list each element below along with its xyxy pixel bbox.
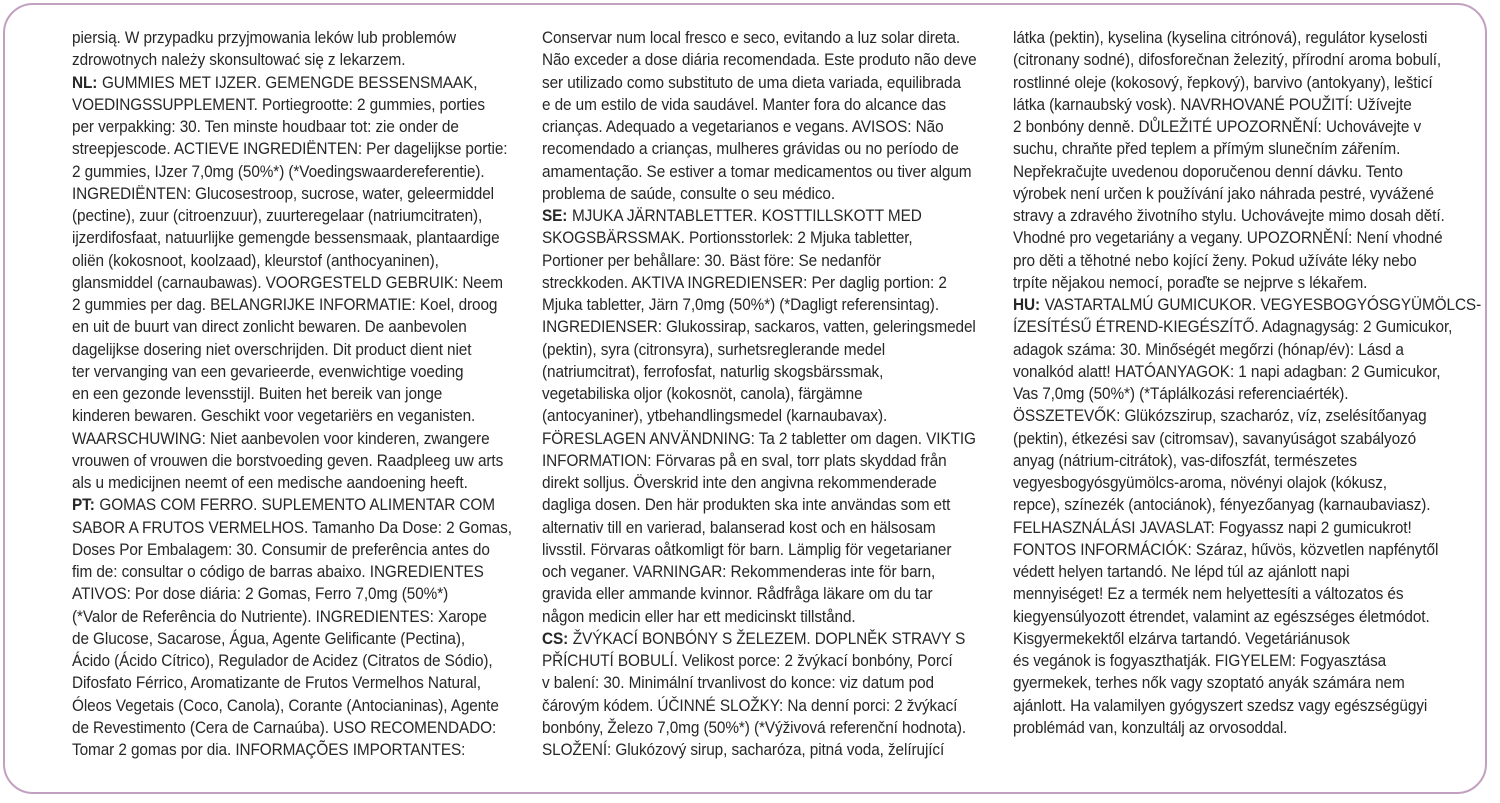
text-line: (pektin), syra (citronsyra), surhetsreglerande medel [542, 340, 886, 359]
text-line: (pectine), zuur (citroenzuur), zuurteregelaar (natriumcitraten), [72, 207, 483, 225]
text-line: (pektin), étkezési sav (citromsav), savanyúságot szabályozó [1013, 429, 1417, 448]
text-line: v balení: 30. Minimální trvanlivost do konce: viz datum pod [542, 674, 934, 693]
language-code-label: HU: [1013, 296, 1040, 314]
text-line: kiegyensúlyozott étrendet, valamint az egészséges életmódot. [1013, 607, 1430, 626]
text-line: adagok száma: 30. Minőségét megőrzi (hónap/év): Lásd a [1013, 340, 1404, 359]
text-line: recomendado a crianças, mulheres grávidas ou no período de [542, 140, 959, 159]
text-line: vrouwen of vrouwen die borstvoeding geven. Raadpleeg uw arts [72, 451, 504, 470]
text-line: INGREDIENSER: Glukossirap, sackaros, vatten, geleringsmedel [542, 318, 976, 337]
text-line: Kisgyermekektől elzárva tartandó. Vegetáriánusok [1013, 629, 1350, 648]
text-line: (*Valor de Referência do Nutriente). INGREDIENTES: Xarope [72, 607, 487, 626]
text-line: streepjescode. ACTIEVE INGREDIËNTEN: Per dagelijkse portie: [72, 140, 508, 159]
text-line: fim de: consultar o código de barras abaixo. INGREDIENTES [72, 563, 484, 581]
text-line: någon medicin eller har ett medicinskt tillstånd. [542, 607, 856, 626]
text-line: anyag (nátrium-citrátok), vas-difoszfát, természetes [1013, 451, 1357, 470]
text-line: Ácido (Ácido Cítrico), Regulador de Acidez (Citratos de Sódio), [72, 652, 493, 670]
text-line: 2 bonbóny denně. DŮLEŽITÉ UPOZORNĚNÍ: Uchovávejte v [1013, 118, 1422, 136]
text-line: suchu, chraňte před teplem a přímým slunečním zářením. [1013, 140, 1401, 159]
text-line: NL: GUMMIES MET IJZER. GEMENGDE BESSENSMAAK, [72, 73, 478, 92]
text-line: vegyesbogyósgyümölcs-aroma, növényi olajok (kókusz, [1013, 474, 1387, 492]
text-line: oliën (kokosnoot, koolzaad), kleurstof (anthocyaninen), [72, 251, 439, 270]
label-column-1 [72, 27, 537, 761]
text-line: čárovým kódem. ÚČINNÉ SLOŽKY: Na denní porci: 2 žvýkací [542, 696, 958, 715]
text-line: stravy a zdravého životního stylu. Uchovávejte mimo dosah dětí. [1013, 207, 1445, 225]
text-line: amamentação. Se estiver a tomar medicamentos ou tiver algum [542, 162, 972, 181]
text-line: dagelijkse dosering niet overschrijden. Dit product dient niet [72, 340, 472, 359]
text-line: Difosfato Férrico, Aromatizante de Frutos Vermelhos Natural, [72, 674, 481, 693]
text-line: Portioner per behållare: 30. Bäst före: Se nedanför [542, 251, 882, 270]
text-line: (antocyaniner), ytbehandlingsmedel (karnaubavax). [542, 407, 888, 426]
text-line: VOEDINGSSUPPLEMENT. Portiegrootte: 2 gummies, porties [72, 95, 485, 114]
text-line: trpíte nějakou nemocí, poraďte se nejprve s lékařem. [1013, 273, 1368, 292]
language-code-label: SE: [542, 207, 568, 225]
text-line: ijzerdifosfaat, natuurlijke gemengde bessensmaak, plantaardige [72, 229, 500, 248]
text-line: 2 gummies per dag. BELANGRIJKE INFORMATIE: Koel, droog [72, 296, 498, 314]
text-line: HU: VASTARTALMÚ GUMICUKOR. VEGYESBOGYÓSGYÜMÖLCS- [1013, 296, 1482, 314]
text-line: zdrowotnych należy skonsultować się z lekarzem. [72, 51, 406, 70]
text-line: gravida eller ammande kvinnor. Rådfråga läkare om du tar [542, 585, 933, 604]
text-line: Vas 7,0mg (50%*) (*Táplálkozási referenciaérték). [1013, 385, 1349, 403]
text-line: problémád van, konzultálj az orvosoddal. [1013, 718, 1288, 737]
text-line: PT: GOMAS COM FERRO. SUPLEMENTO ALIMENTAR COM [72, 496, 495, 515]
language-code-label: CS: [542, 629, 569, 648]
text-line: látka (pektin), kyselina (kyselina citrónová), regulátor kyselosti [1013, 29, 1428, 47]
text-line: CS: ŽVÝKACÍ BONBÓNY S ŽELEZEM. DOPLNĚK STRAVY S [542, 629, 966, 648]
text-line: de Glucose, Sacarose, Água, Agente Gelificante (Pectina), [72, 629, 466, 648]
text-line: SABOR A FRUTOS VERMELHOS. Tamanho Da Dose: 2 Gomas, [72, 518, 512, 537]
text-line: Mjuka tabletter, Järn 7,0mg (50%*) (*Dagligt referensintag). [542, 296, 939, 314]
text-line: WAARSCHUWING: Niet aanbevolen voor kinderen, zwangere [72, 429, 490, 448]
text-line: glansmiddel (carnaubawas). VOORGESTELD GEBRUIK: Neem [72, 273, 503, 292]
text-line: als u medicijnen neemt of een medische aandoening heeft. [72, 474, 468, 492]
text-line: (citronany sodné), difosforečnan železitý, přírodní aroma bobulí, [1013, 51, 1442, 70]
label-column-3 [1013, 27, 1482, 739]
text-line: ser utilizado como substituto de uma dieta variada, equilibrada [542, 73, 961, 92]
text-line: direkt solljus. Överskrid inte den angivna rekommenderade [542, 474, 937, 492]
text-line: ter vervanging van een gevarieerde, evenwichtige voeding [72, 362, 464, 381]
text-line: INGREDIËNTEN: Glucosestroop, sucrose, water, geleermiddel [72, 184, 494, 203]
text-line: Óleos Vegetais (Coco, Canola), Corante (Antocianinas), Agente [72, 696, 499, 715]
text-line: bonbóny, Železo 7,0mg (50%*) (*Výživová referenční hodnota). [542, 718, 967, 737]
text-line: SE: MJUKA JÄRNTABLETTER. KOSTTILLSKOTT MED [542, 207, 922, 225]
label-column-2 [542, 27, 1007, 761]
text-line: látka (karnaubský vosk). NAVRHOVANÉ POUŽITÍ: Užívejte [1013, 95, 1412, 114]
text-line: (natriumcitrat), ferrofosfat, naturlig skogsbärssmak, [542, 362, 884, 381]
text-line: FELHASZNÁLÁSI JAVASLAT: Fogyassz napi 2 gumicukrot! [1013, 518, 1412, 537]
text-line: ÍZESÍTÉSŰ ÉTREND-KIEGÉSZÍTŐ. Adagnagyság: 2 Gumicukor, [1013, 318, 1453, 337]
text-line: védett helyen tartandó. Ne lépd túl az ajánlott napi [1013, 563, 1350, 581]
text-line: ÖSSZETEVŐK: Glükózszirup, szacharóz, víz, zselésítőanyag [1013, 407, 1427, 426]
text-line: per verpakking: 30. Ten minste houdbaar tot: zie onder de [72, 118, 459, 136]
text-line: piersią. W przypadku przyjmowania leków lub problemów [72, 29, 456, 47]
text-line: alternativ till en varierad, balanserad kost och en hälsosam [542, 518, 936, 537]
text-line: e de um estilo de vida saudável. Manter fora do alcance das [542, 95, 946, 114]
text-line: Tomar 2 gomas por dia. INFORMAÇÕES IMPORTANTES: [72, 741, 466, 759]
text-line: FÖRESLAGEN ANVÄNDNING: Ta 2 tabletter om dagen. VIKTIG [542, 429, 976, 448]
text-line: dagliga dosen. Den här produkten ska inte användas som ett [542, 496, 951, 515]
text-line: mennyiséget! Ez a termék nem helyettesíti a változatos és [1013, 585, 1404, 604]
text-line: ATIVOS: Por dose diária: 2 Gomas, Ferro 7,0mg (50%*) [72, 585, 449, 604]
text-line: pro děti a těhotné nebo kojící ženy. Pokud užíváte léky nebo [1013, 251, 1417, 270]
text-line: výrobek není určen k používání jako náhrada pestré, vyvážené [1013, 184, 1434, 203]
text-line: crianças. Adequado a vegetarianos e vegans. AVISOS: Não [542, 118, 944, 136]
text-line: Nepřekračujte uvedenou doporučenou denní dávku. Tento [1013, 162, 1403, 181]
text-line: kinderen bewaren. Geschikt voor vegetariërs en veganisten. [72, 407, 476, 426]
text-line: gyermekek, terhes nők vagy szoptató anyák számára nem [1013, 674, 1405, 693]
language-code-label: NL: [72, 73, 98, 92]
text-line: PŘÍCHUTÍ BOBULÍ. Velikost porce: 2 žvýkací bonbóny, Porcí [542, 652, 953, 670]
text-line: SLOŽENÍ: Glukózový sirup, sacharóza, pitná voda, želírující [542, 741, 945, 759]
text-line: streckkoden. AKTIVA INGREDIENSER: Per daglig portion: 2 [542, 273, 947, 292]
text-line: Conservar num local fresco e seco, evitando a luz solar direta. [542, 29, 961, 47]
text-line: problema de saúde, consulte o seu médico. [542, 184, 836, 203]
language-code-label: PT: [72, 496, 95, 515]
text-line: och veganer. VARNINGAR: Rekommenderas inte för barn, [542, 563, 936, 581]
text-line: FONTOS INFORMÁCIÓK: Száraz, hűvös, közvetlen napfénytől [1013, 540, 1439, 559]
text-line: de Revestimento (Cera de Carnaúba). USO RECOMENDADO: [72, 718, 497, 737]
text-line: vegetabiliska oljor (kokosnöt, canola), färgämne [542, 385, 863, 403]
text-line: en uit de buurt van direct zonlicht bewaren. De aanbevolen [72, 318, 467, 337]
text-line: en een gezonde levensstijl. Buiten het bereik van jonge [72, 385, 443, 403]
text-line: Doses Por Embalagem: 30. Consumir de preferência antes do [72, 540, 490, 559]
text-line: repce), színezék (antociánok), fényezőanyag (karnaubaviasz). [1013, 496, 1431, 515]
text-line: és vegánok is fogyaszthatják. FIGYELEM: Fogyasztása [1013, 652, 1387, 670]
text-line: vonalkód alatt! HATÓANYAGOK: 1 napi adagban: 2 Gumicukor, [1013, 362, 1441, 381]
text-line: livsstil. Förvaras oåtkomligt för barn. Lämplig för vegetarianer [542, 540, 952, 559]
text-line: Vhodné pro vegetariány a vegany. UPOZORNĚNÍ: Není vhodné [1013, 229, 1443, 248]
text-line: ajánlott. Ha valamilyen gyógyszert szedsz vagy egészségügyi [1013, 696, 1428, 715]
text-line: 2 gummies, IJzer 7,0mg (50%*) (*Voedingswaardereferentie). [72, 162, 485, 181]
text-line: rostlinné oleje (kokosový, řepkový), barvivo (antokyany), lešticí [1013, 73, 1433, 92]
text-line: INFORMATION: Förvaras på en sval, torr plats skyddad från [542, 451, 947, 470]
text-line: SKOGSBÄRSSMAK. Portionsstorlek: 2 Mjuka tabletter, [542, 229, 913, 248]
text-line: Não exceder a dose diária recomendada. Este produto não deve [542, 51, 977, 70]
